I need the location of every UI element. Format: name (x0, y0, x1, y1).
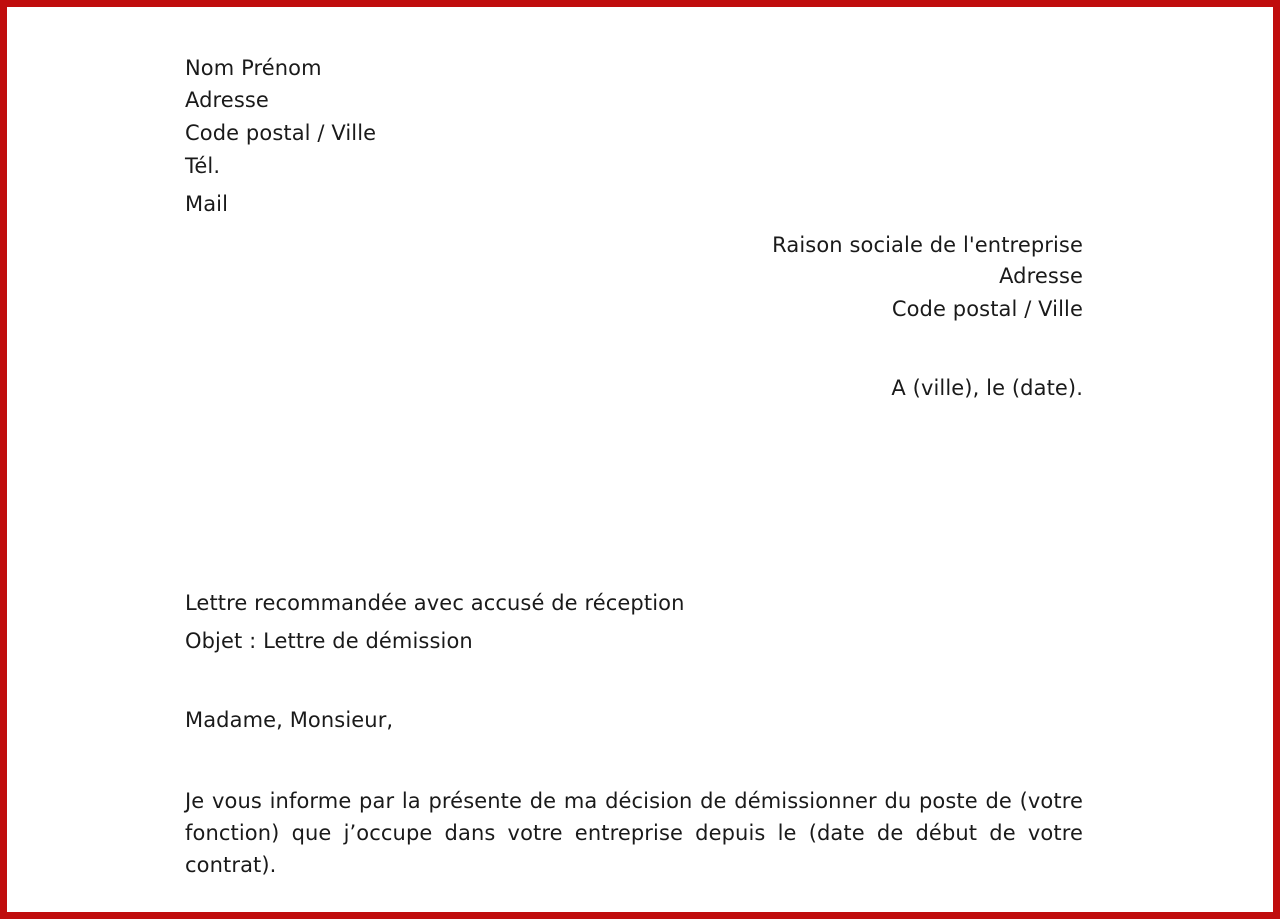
body-paragraph: Je vous informe par la présente de ma décision de démissionner du poste de (votre fonction) que j’occupe dans votre entreprise depuis le (date de début de votre contrat). (185, 789, 1083, 877)
sender-address: Adresse (185, 88, 269, 112)
subject-line: Objet : Lettre de démission (185, 629, 473, 653)
recipient-company: Raison sociale de l'entreprise (772, 233, 1083, 257)
sender-postal-city: Code postal / Ville (185, 121, 377, 145)
mail-mode: Lettre recommandée avec accusé de réception (185, 591, 685, 615)
recipient-address: Adresse (999, 264, 1083, 288)
sender-name: Nom Prénom (185, 56, 322, 80)
sender-phone: Tél. (185, 154, 221, 178)
place-date: A (ville), le (date). (891, 376, 1083, 400)
sender-mail: Mail (185, 192, 229, 216)
salutation: Madame, Monsieur, (185, 708, 394, 732)
recipient-postal-city: Code postal / Ville (891, 297, 1083, 321)
